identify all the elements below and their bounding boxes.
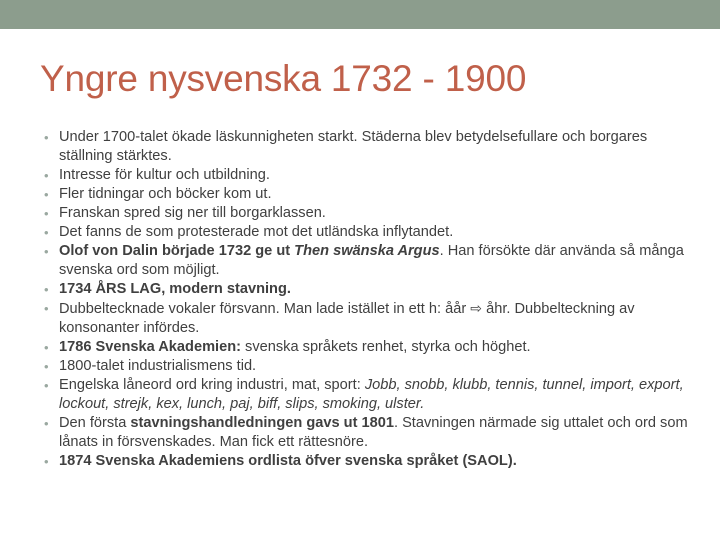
list-item: [44, 242, 694, 280]
bullet-text: Dubbeltecknade vokaler försvann. Man lade istället in ett h: åår: [59, 301, 471, 317]
academy-label: 1786 Svenska Akademien:: [59, 339, 241, 355]
bullet-text: Det fanns de som protesterade mot det utländska inflytandet.: [59, 224, 454, 240]
list-item: [44, 299, 694, 338]
bullet-text: svenska språkets renhet, styrka och höghet.: [241, 339, 531, 355]
list-item: [44, 280, 694, 299]
bullet-icon: •: [44, 225, 49, 240]
list-item: [44, 128, 694, 166]
bullet-icon: •: [44, 454, 49, 469]
loanword-list: Jobb, snobb, klubb, tennis, tunnel, import, export, lockout, strejk, kex, lunch, paj, biff, slips, smoking, ulster.: [59, 377, 684, 412]
bullet-icon: •: [44, 340, 49, 355]
header-band: [0, 0, 720, 29]
list-item: [44, 338, 694, 357]
dalin-text: Olof von Dalin började 1732 ge ut: [59, 243, 295, 259]
bullet-icon: •: [44, 206, 49, 221]
bullet-list: [44, 128, 694, 471]
list-item: [44, 204, 694, 223]
list-item: [44, 414, 694, 452]
list-item: [44, 166, 694, 185]
bullet-text: Franskan spred sig ner till borgarklassen.: [59, 205, 326, 221]
bullet-icon: •: [44, 187, 49, 202]
argus-title: Then swänska Argus: [294, 243, 440, 259]
bullet-text: åhr. Dubbelteckning av konsonanter infördes.: [59, 301, 635, 336]
bullet-text: Under 1700-talet ökade läskunnigheten starkt. Städerna blev betydelsefullare och borgares ställning stärktes.: [59, 129, 648, 164]
bullet-icon: •: [44, 168, 49, 183]
list-item: [44, 223, 694, 242]
bullet-icon: •: [44, 416, 49, 431]
bullet-icon: •: [44, 301, 49, 316]
bullet-text: Fler tidningar och böcker kom ut.: [59, 186, 272, 202]
bullet-icon: •: [44, 378, 49, 393]
bullet-text: 1874 Svenska Akademiens ordlista öfver svenska språket (SAOL).: [59, 453, 517, 469]
bullet-text: 1800-talet industrialismens tid.: [59, 358, 257, 374]
bullet-text: . Han försökte där använda så många svenska ord som möjligt.: [59, 243, 684, 278]
list-item: [44, 357, 694, 376]
bullet-icon: •: [44, 282, 49, 297]
list-item: [44, 452, 694, 471]
list-item: [44, 185, 694, 204]
bullet-icon: •: [44, 359, 49, 374]
arrow-right-icon: ⇨: [470, 300, 483, 316]
spelling-guide-text: stavningshandledningen gavs ut 1801: [130, 415, 394, 431]
bullet-icon: •: [44, 130, 49, 145]
bullet-text: Engelska låneord ord kring industri, mat, sport:: [59, 377, 365, 393]
bullet-text: Intresse för kultur och utbildning.: [59, 167, 270, 183]
bullet-text: Den första: [59, 415, 131, 431]
bullet-icon: •: [44, 244, 49, 259]
slide-title: Yngre nysvenska 1732 - 1900: [40, 58, 527, 99]
bullet-text: 1734 ÅRS LAG, modern stavning.: [59, 281, 291, 297]
list-item: [44, 376, 694, 414]
bullet-text: . Stavningen närmade sig uttalet och ord som lånats in försvenskades. Man fick ett rättesnöre.: [59, 415, 688, 450]
